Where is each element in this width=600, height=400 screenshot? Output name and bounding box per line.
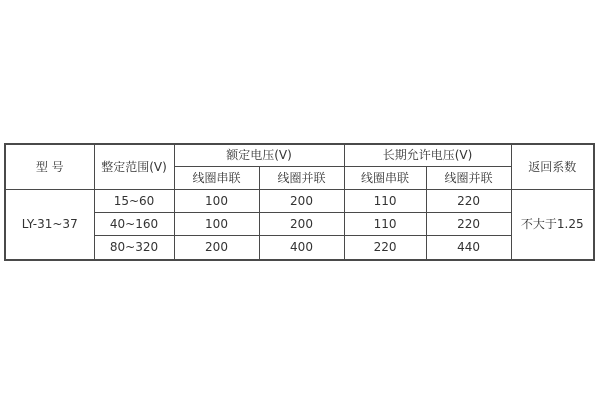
header-return-coefficient: 返回系数 [511,144,594,190]
long-parallel-cell: 220 [426,213,511,236]
long-series-cell: 110 [344,213,426,236]
long-parallel-cell: 440 [426,236,511,261]
range-cell: 40~160 [94,213,174,236]
header-setting-range: 整定范围(V) [94,144,174,190]
range-cell: 80~320 [94,236,174,261]
header-rated-coil-series: 线圈串联 [174,167,259,190]
rated-parallel-cell: 200 [259,213,344,236]
header-row-groups [5,144,594,167]
header-rated-coil-parallel: 线圈并联 [259,167,344,190]
rated-series-cell: 200 [174,236,259,261]
long-series-cell: 220 [344,236,426,261]
range-cell: 15~60 [94,190,174,213]
rated-parallel-cell: 400 [259,236,344,261]
header-rated-voltage-group: 额定电压(V) [174,144,344,167]
table-row [5,236,594,261]
long-series-cell: 110 [344,190,426,213]
rated-parallel-cell: 200 [259,190,344,213]
return-coefficient-value-cell: 不大于1.25 [511,190,594,261]
model-value-cell: LY-31~37 [5,190,94,261]
table-row [5,213,594,236]
header-model: 型 号 [5,144,94,190]
header-long-coil-series: 线圈串联 [344,167,426,190]
rated-series-cell: 100 [174,213,259,236]
rated-series-cell: 100 [174,190,259,213]
header-long-coil-parallel: 线圈并联 [426,167,511,190]
table-row [5,190,594,213]
spec-table [4,143,595,261]
long-parallel-cell: 220 [426,190,511,213]
header-long-term-voltage-group: 长期允许电压(V) [344,144,511,167]
